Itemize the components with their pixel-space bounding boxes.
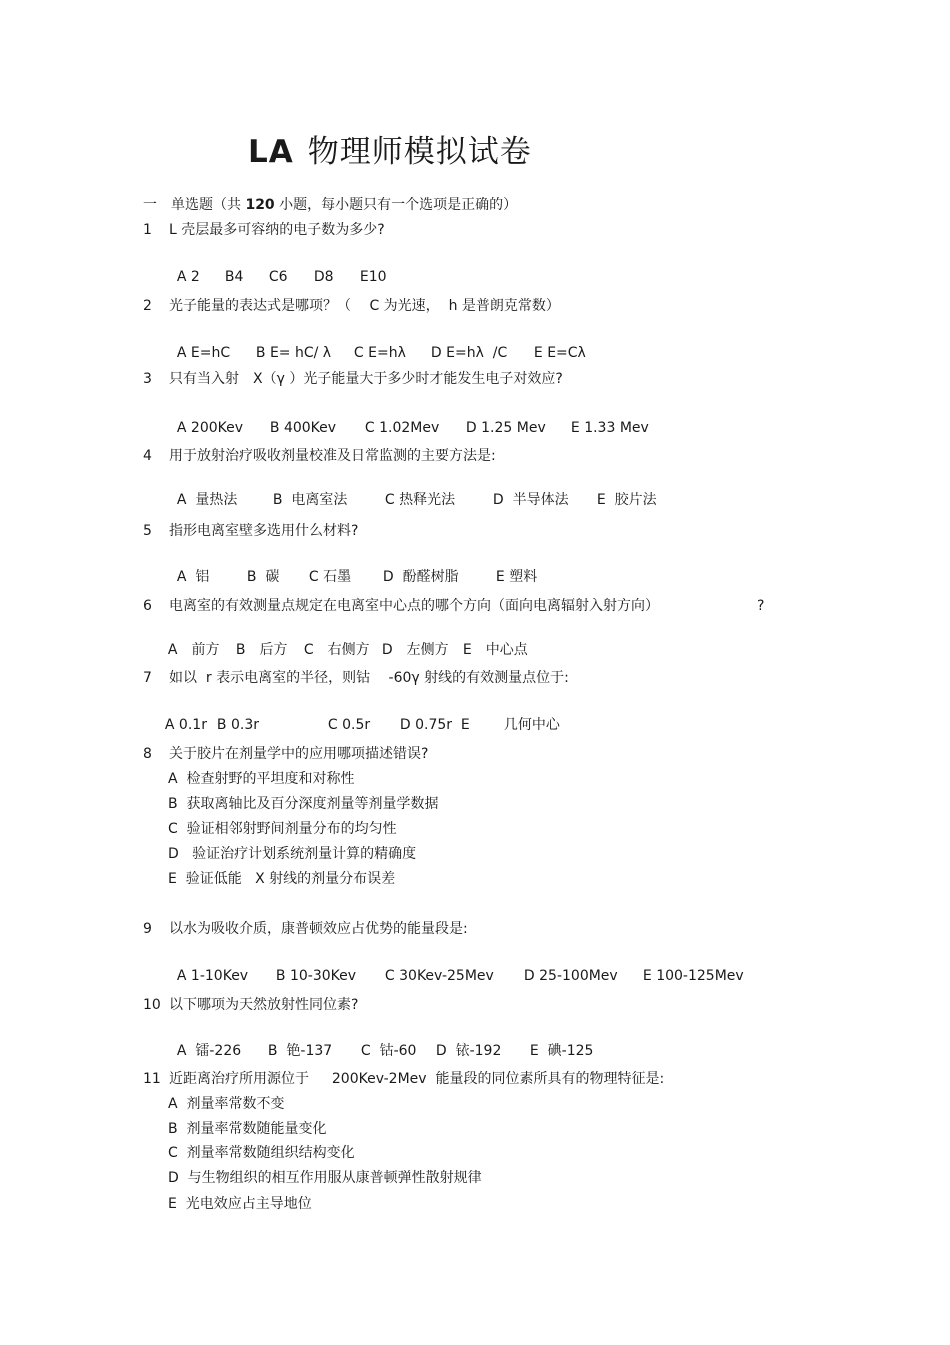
option: B 后方 [235,642,288,658]
question-number: 4 [143,448,152,464]
question-3 [143,368,563,390]
question-number: 3 [143,371,152,387]
option: E [460,717,470,733]
option: B 铯-137 [267,1043,333,1059]
title-prefix: LA [248,134,294,170]
section-heading [143,194,517,214]
question-10-options [168,1018,593,1062]
option: B 10-30Kev [275,968,357,984]
section-lead: 一 单选题（共 [143,197,246,213]
question-2-options [168,320,586,364]
question-text: 如以 r 表示电离室的半径，则钴 -60γ 射线的有效测量点位于: [169,670,569,686]
option: E 碘-125 [529,1043,594,1059]
question-11-option: C 剂量率常数随组织结构变化 [168,1145,355,1161]
question-text: 关于胶片在剂量学中的应用哪项描述错误? [169,746,429,762]
question-number: 10 [143,997,161,1013]
question-number: 11 [143,1071,161,1087]
section-tail: 小题，每小题只有一个选项是正确的） [274,197,518,213]
option: C 0.5r [327,717,371,733]
option: E 塑料 [495,569,538,585]
question-10 [143,994,358,1016]
option: B 400Kev [269,420,337,436]
option: B E= hC/ λ [255,345,332,361]
question-text: 只有当入射 X（γ ）光子能量大于多少时才能发生电子对效应? [169,371,563,387]
option: B 电离室法 [272,492,348,508]
question-3-options [168,395,649,439]
question-8-option: B 获取离轴比及百分深度剂量等剂量学数据 [168,796,439,812]
option: C 30Kev-25Mev [384,968,494,984]
question-11 [143,1068,664,1090]
question-text: 光子能量的表达式是哪项？（ C 为光速， h 是普朗克常数） [169,298,560,314]
question-text: 指形电离室壁多选用什么材料? [169,523,359,539]
question-1-options [168,244,387,288]
question-8-option: C 验证相邻射野间剂量分布的均匀性 [168,821,397,837]
question-6-tail: ? [757,598,765,614]
option: C6 [268,269,288,285]
question-number: 6 [143,598,152,614]
option: D 铱-192 [435,1043,502,1059]
question-7 [143,667,569,689]
option: E E=Cλ [533,345,586,361]
question-5 [143,520,358,542]
option: C 石墨 [308,569,352,585]
option: D E=hλ /C [430,345,508,361]
question-5-options [168,544,537,588]
question-text: 电离室的有效测量点规定在电离室中心点的哪个方向（面向电离辐射入射方向） [169,598,659,614]
question-text: 用于放射治疗吸收剂量校准及日常监测的主要方法是: [169,448,496,464]
option: A 200Kev [176,420,244,436]
option: C 右侧方 [303,642,370,658]
option: A 1-10Kev [176,968,249,984]
option: E 胶片法 [596,492,657,508]
question-6-options [159,617,528,661]
option: D 半导体法 [492,492,569,508]
option: D 左侧方 [381,642,449,658]
option: A E=hC [176,345,231,361]
option: D 25-100Mev [523,968,618,984]
option: D 1.25 Mev [465,420,546,436]
question-2 [143,295,560,317]
question-11-option: D 与生物组织的相互作用服从康普顿弹性散射规律 [168,1170,482,1186]
question-4-options [168,467,657,511]
option: A 镭-226 [176,1043,242,1059]
question-number: 5 [143,523,152,539]
option: B 0.3r [216,717,259,733]
title-text: 物理师模拟试卷 [307,134,532,170]
question-number: 1 [143,222,152,238]
question-text: L 壳层最多可容纳的电子数为多少? [169,222,385,238]
option: C E=hλ [353,345,406,361]
question-8-option: D 验证治疗计划系统剂量计算的精确度 [168,846,417,862]
option: C 1.02Mev [364,420,440,436]
option: C 热释光法 [384,492,456,508]
question-4 [143,445,496,467]
question-7-options [156,692,560,736]
question-11-option: E 光电效应占主导地位 [168,1196,312,1212]
option: B 碳 [246,569,280,585]
question-8 [143,743,428,765]
question-text: 以水为吸收介质，康普顿效应占优势的能量段是: [169,921,468,937]
question-1 [143,219,385,241]
page-title [248,126,532,171]
option: C 钴-60 [360,1043,417,1059]
question-number: 8 [143,746,152,762]
option: A 0.1r [164,717,207,733]
question-text: 近距离治疗所用源位于 200Kev-2Mev 能量段的同位素所具有的物理特征是: [169,1071,665,1087]
question-8-option: A 检查射野的平坦度和对称性 [168,771,355,787]
option: E 1.33 Mev [570,420,649,436]
question-9 [143,918,468,940]
option: D8 [313,269,334,285]
question-6 [143,595,659,617]
question-number: 2 [143,298,152,314]
option: A 量热法 [176,492,238,508]
option: D 0.75r [399,717,453,733]
section-count: 120 [245,197,275,213]
option: E 中心点 [462,642,528,658]
question-text: 以下哪项为天然放射性同位素? [169,997,359,1013]
option: E10 [359,269,387,285]
question-11-option: A 剂量率常数不变 [168,1096,285,1112]
option: A 2 [176,269,200,285]
option: D 酚醛树脂 [382,569,459,585]
question-number: 7 [143,670,152,686]
option: 几何中心 [503,717,560,733]
option: A 铝 [176,569,210,585]
option: B4 [224,269,244,285]
option: A 前方 [167,642,220,658]
option: E 100-125Mev [642,968,744,984]
question-number: 9 [143,921,152,937]
question-9-options [168,943,744,987]
question-8-option: E 验证低能 X 射线的剂量分布误差 [168,871,396,887]
question-11-option: B 剂量率常数随能量变化 [168,1121,327,1137]
